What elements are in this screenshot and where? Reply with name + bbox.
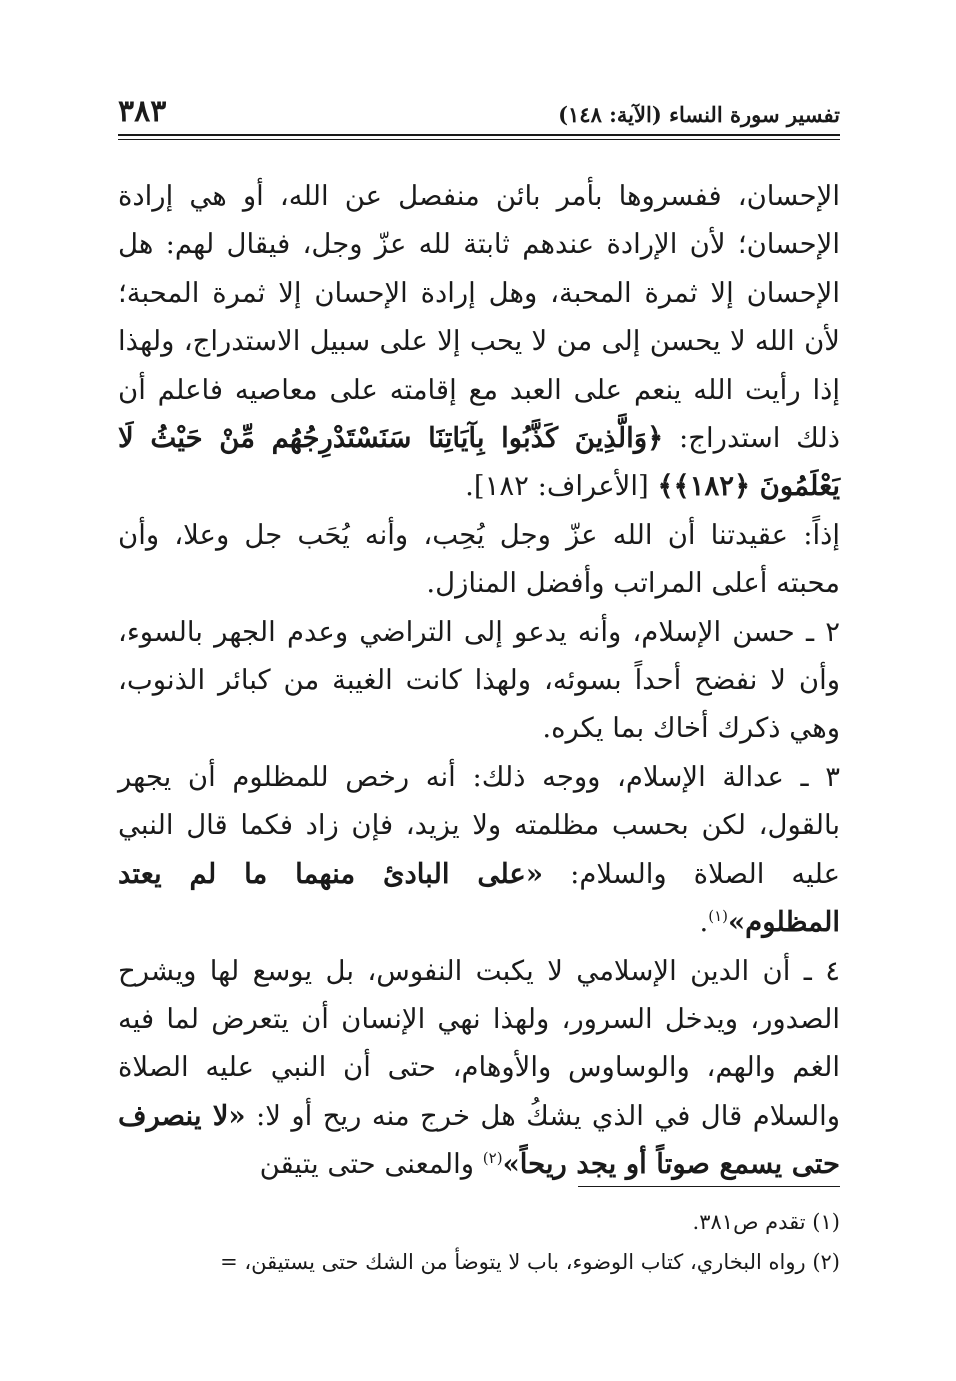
paragraph-5-end: والمعنى حتى يتيقن	[259, 1148, 483, 1181]
footnote-ref-1[interactable]: (١)	[708, 906, 728, 925]
footnote-2: (٢) رواه البخاري، كتاب الوضوء، باب لا يتوضأ من الشك حتى يستيقن، =	[220, 1250, 840, 1274]
paragraph-2-text: إذاً: عقيدتنا أن الله عزّ وجل يُحِب، وأنه يُحَب جل وعلا، وأن محبته أعلى المراتب وأفضل المنازل.	[118, 518, 840, 600]
footnote-divider	[578, 1186, 840, 1187]
footnotes	[118, 1202, 840, 1282]
paragraph-1	[118, 172, 840, 511]
paragraph-3-text: ٢ ـ حسن الإسلام، وأنه يدعو إلى التراضي وعدم الجهر بالسوء، وأن لا نفضح أحداً بسوئه، ولهذا كانت الغيبة من كبائر الذنوب، وهي ذكرك أخاك بما يكره.	[118, 615, 840, 745]
verse-reference: [الأعراف: ١٨٢].	[465, 470, 658, 503]
paragraph-4-text: ٣ ـ عدالة الإسلام، ووجه ذلك: أنه رخص للمظلوم أن يجهر بالقول، لكن بحسب مظلمته ولا يزيد، فإن زاد فكما قال النبي عليه الصلاة والسلام:	[118, 760, 840, 890]
paragraph-2	[118, 511, 840, 608]
paragraph-1-text: الإحسان، ففسروها بأمر بائن منفصل عن الله، أو هي إرادة الإحسان؛ لأن الإرادة عندهم ثابتة لله عزّ وجل، فيقال لهم: هل الإحسان إلا ثمرة المحبة، وهل إرادة الإحسان إلا ثمرة المحبة؛ لأن الله لا يحسن إلى من لا يحب إلا على سبيل الاستدراج، ولهذا إذا رأيت الله ينعم على العبد مع إقامته على معاصيه فاعلم أن ذلك استدراج:	[118, 180, 840, 455]
hadith-quote-2: «لا ينصرف حتى يسمع صوتاً أو يجد ريحاً»	[118, 1099, 840, 1181]
paragraph-4-end: .	[699, 906, 709, 939]
running-title: تفسير سورة النساء (الآية: ١٤٨)	[558, 102, 840, 127]
page-header	[118, 88, 840, 136]
footnote-ref-2[interactable]: (٢)	[482, 1148, 503, 1167]
hadith-quote-1: «على البادئ منهما ما لم يعتد المظلوم»	[118, 857, 840, 939]
book-page	[118, 88, 840, 1308]
paragraph-5-text: ٤ ـ أن الدين الإسلامي لا يكبت النفوس، بل يوسع لها ويشرح الصدور، ويدخل السرور، ولهذا نهي الإنسان أن يتعرض لما فيه الغم والهم، والوساوس والأوهام، حتى أن النبي عليه الصلاة والسلام قال في الذي يشكُ هل خرج منه ريح أو لا:	[118, 954, 840, 1132]
paragraph-5	[118, 947, 840, 1189]
footnote-1: (١) تقدم ص٣٨١.	[692, 1210, 840, 1234]
quran-verse: ﴿وَالَّذِينَ كَذَّبُوا بِآيَاتِنَا سَنَسْتَدْرِجُهُم مِّنْ حَيْثُ لَا يَعْلَمُونَ ﴿١٨٢﴾﴾	[118, 422, 840, 503]
page-number: ٣٨٣	[118, 94, 167, 129]
paragraph-3	[118, 608, 840, 753]
paragraph-4	[118, 753, 840, 947]
main-text	[118, 172, 840, 1189]
